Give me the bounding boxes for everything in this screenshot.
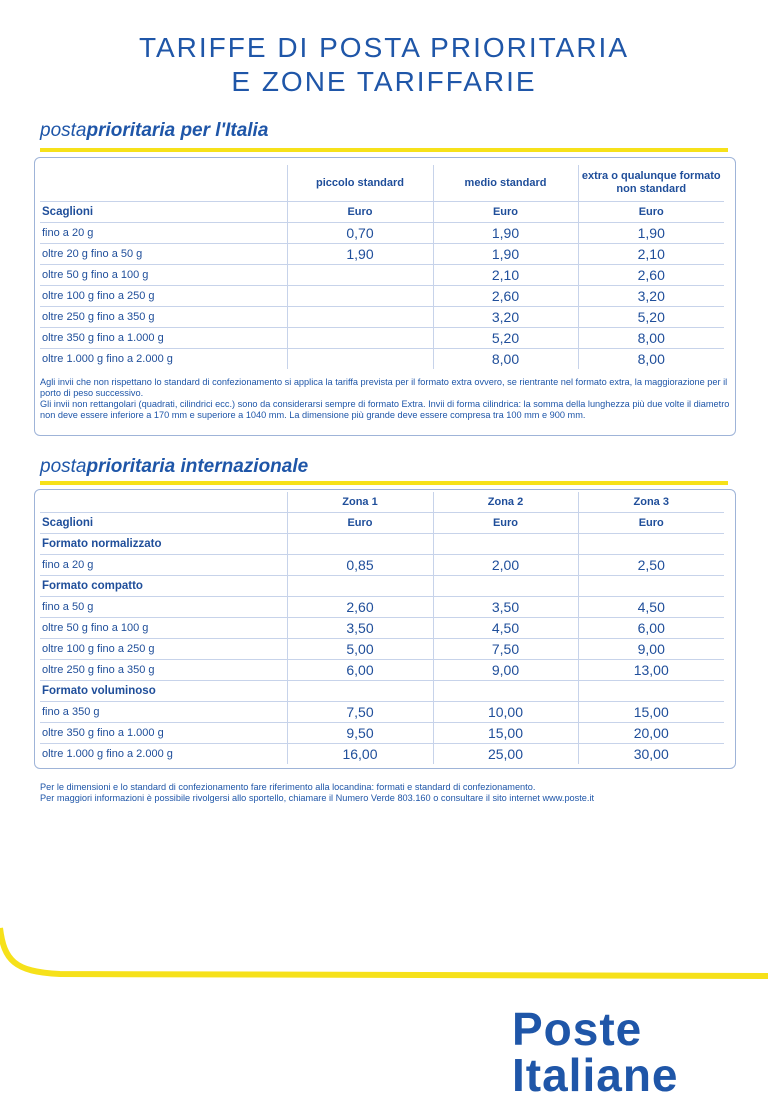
row-label: oltre 100 g fino a 250 g [40,639,287,660]
price-cell: 9,00 [578,639,724,660]
row-label: oltre 350 g fino a 1.000 g [40,328,287,349]
price-cell [287,286,433,307]
group-label: Formato compatto [40,576,287,597]
col-medio: medio standard [433,165,578,202]
price-cell: 16,00 [287,744,433,765]
row-label: oltre 250 g fino a 350 g [40,660,287,681]
table-row [40,618,724,639]
group-row [40,576,724,597]
col-piccolo: piccolo standard [287,165,433,202]
col-zona1: Zona 1 [287,492,433,513]
table-row [40,639,724,660]
int-unit-row: Scaglioni Euro Euro Euro [40,513,724,534]
internazionale-notes: Per le dimensioni e lo standard di confezionamento fare riferimento alla locandina: formati e standard di confezionamento. Per maggiori informazioni è possibile rivolgersi allo sportello, chiamare il Numero Verde 803.160 o consultare il sito internet www.poste.it [40,782,595,803]
price-cell: 2,00 [433,555,578,576]
table-row [40,702,724,723]
price-cell: 25,00 [433,744,578,765]
row-label: fino a 350 g [40,702,287,723]
price-cell: 6,00 [287,660,433,681]
price-cell: 9,50 [287,723,433,744]
price-cell: 15,00 [578,702,724,723]
price-cell: 1,90 [578,223,724,244]
price-cell: 5,20 [433,328,578,349]
row-label: oltre 50 g fino a 100 g [40,265,287,286]
col-zona2: Zona 2 [433,492,578,513]
yellow-divider [40,481,728,485]
price-cell: 9,00 [433,660,578,681]
row-label: oltre 20 g fino a 50 g [40,244,287,265]
italia-notes: Agli invii che non rispettano lo standard di confezionamento si applica la tariffa prevista per il formato extra ovvero, se rientrante nel formato extra, la maggiorazione per il porto di peso successivo. Gli invii non rettangolari (quadrati, cilindrici ecc.) sono da considerarsi sempre di formato Extra. Invii di forma cilindrica: la somma della lunghezza più due volte il diametro non deve essere inferiore a 170 mm e superiore a 1040 mm. La dimensione più grande deve essere compresa tra 100 mm e 900 mm. [40,377,730,420]
row-label: oltre 1.000 g fino a 2.000 g [42,353,173,365]
row-label: fino a 20 g [40,223,287,244]
brand-logo-text: Poste Italiane [512,1003,679,1101]
price-cell: 10,00 [433,702,578,723]
price-cell: 0,85 [287,555,433,576]
price-cell: 3,50 [433,597,578,618]
table-row [40,328,724,349]
price-cell: 3,20 [578,286,724,307]
group-row [40,681,724,702]
table-row [40,307,724,328]
price-cell: 2,60 [433,286,578,307]
scaglioni-label: Scaglioni [40,202,287,223]
price-cell: 30,00 [578,744,724,765]
section-heading-italia: postaprioritaria per l'Italia [40,120,269,141]
price-cell: 1,90 [433,244,578,265]
row-label: oltre 250 g fino a 350 g [40,307,287,328]
price-cell: 8,00 [578,328,724,349]
table-row [40,660,724,681]
section-heading-internazionale: postaprioritaria internazionale [40,456,309,477]
price-cell: 4,50 [578,597,724,618]
price-cell: 2,50 [578,555,724,576]
col-extra: extra o qualunque formato non standard [578,165,724,202]
group-label: Formato normalizzato [40,534,287,555]
price-cell [287,265,433,286]
price-cell: 13,00 [578,660,724,681]
page-title-line1: TARIFFE DI POSTA PRIORITARIA [138,32,630,63]
price-cell: 5,00 [287,639,433,660]
table-row [40,244,724,265]
price-cell: 2,10 [433,265,578,286]
internazionale-box [34,489,736,769]
col-zona3: Zona 3 [578,492,724,513]
table-row [40,223,724,244]
price-cell: 2,60 [578,265,724,286]
price-cell: 6,00 [578,618,724,639]
table-row [40,597,724,618]
price-cell: 3,50 [287,618,433,639]
price-cell: 5,20 [578,307,724,328]
row-label: fino a 20 g [40,555,287,576]
price-cell: 7,50 [287,702,433,723]
price-cell: 2,60 [287,597,433,618]
int-header-row [40,492,724,513]
price-cell [287,328,433,349]
table-row [40,349,724,370]
price-cell: 8,00 [433,349,578,370]
price-cell: 2,10 [578,244,724,265]
price-cell: 20,00 [578,723,724,744]
internazionale-table [40,492,724,764]
group-row [40,534,724,555]
price-cell: 1,90 [287,244,433,265]
price-cell: 7,50 [433,639,578,660]
price-cell: 0,70 [287,223,433,244]
row-label: oltre 1.000 g fino a 2.000 g [42,748,173,760]
table-row [40,555,724,576]
table-row [40,744,724,765]
table-row [40,265,724,286]
yellow-divider [40,148,728,152]
price-cell: 15,00 [433,723,578,744]
row-label: oltre 100 g fino a 250 g [40,286,287,307]
row-label: oltre 50 g fino a 100 g [40,618,287,639]
price-cell: 1,90 [433,223,578,244]
row-label: fino a 50 g [40,597,287,618]
table-row [40,286,724,307]
row-label: oltre 350 g fino a 1.000 g [40,723,287,744]
price-cell: 3,20 [433,307,578,328]
table-row [40,723,724,744]
scaglioni-label: Scaglioni [40,513,287,534]
italia-unit-row: Scaglioni Euro Euro Euro [40,202,724,223]
page-title-line2: E ZONE TARIFFARIE [231,66,537,97]
price-cell: 4,50 [433,618,578,639]
price-cell [287,307,433,328]
price-cell [287,349,433,370]
italia-table [40,165,724,369]
group-label: Formato voluminoso [40,681,287,702]
italia-header-row [40,165,724,202]
price-cell: 8,00 [578,349,724,370]
